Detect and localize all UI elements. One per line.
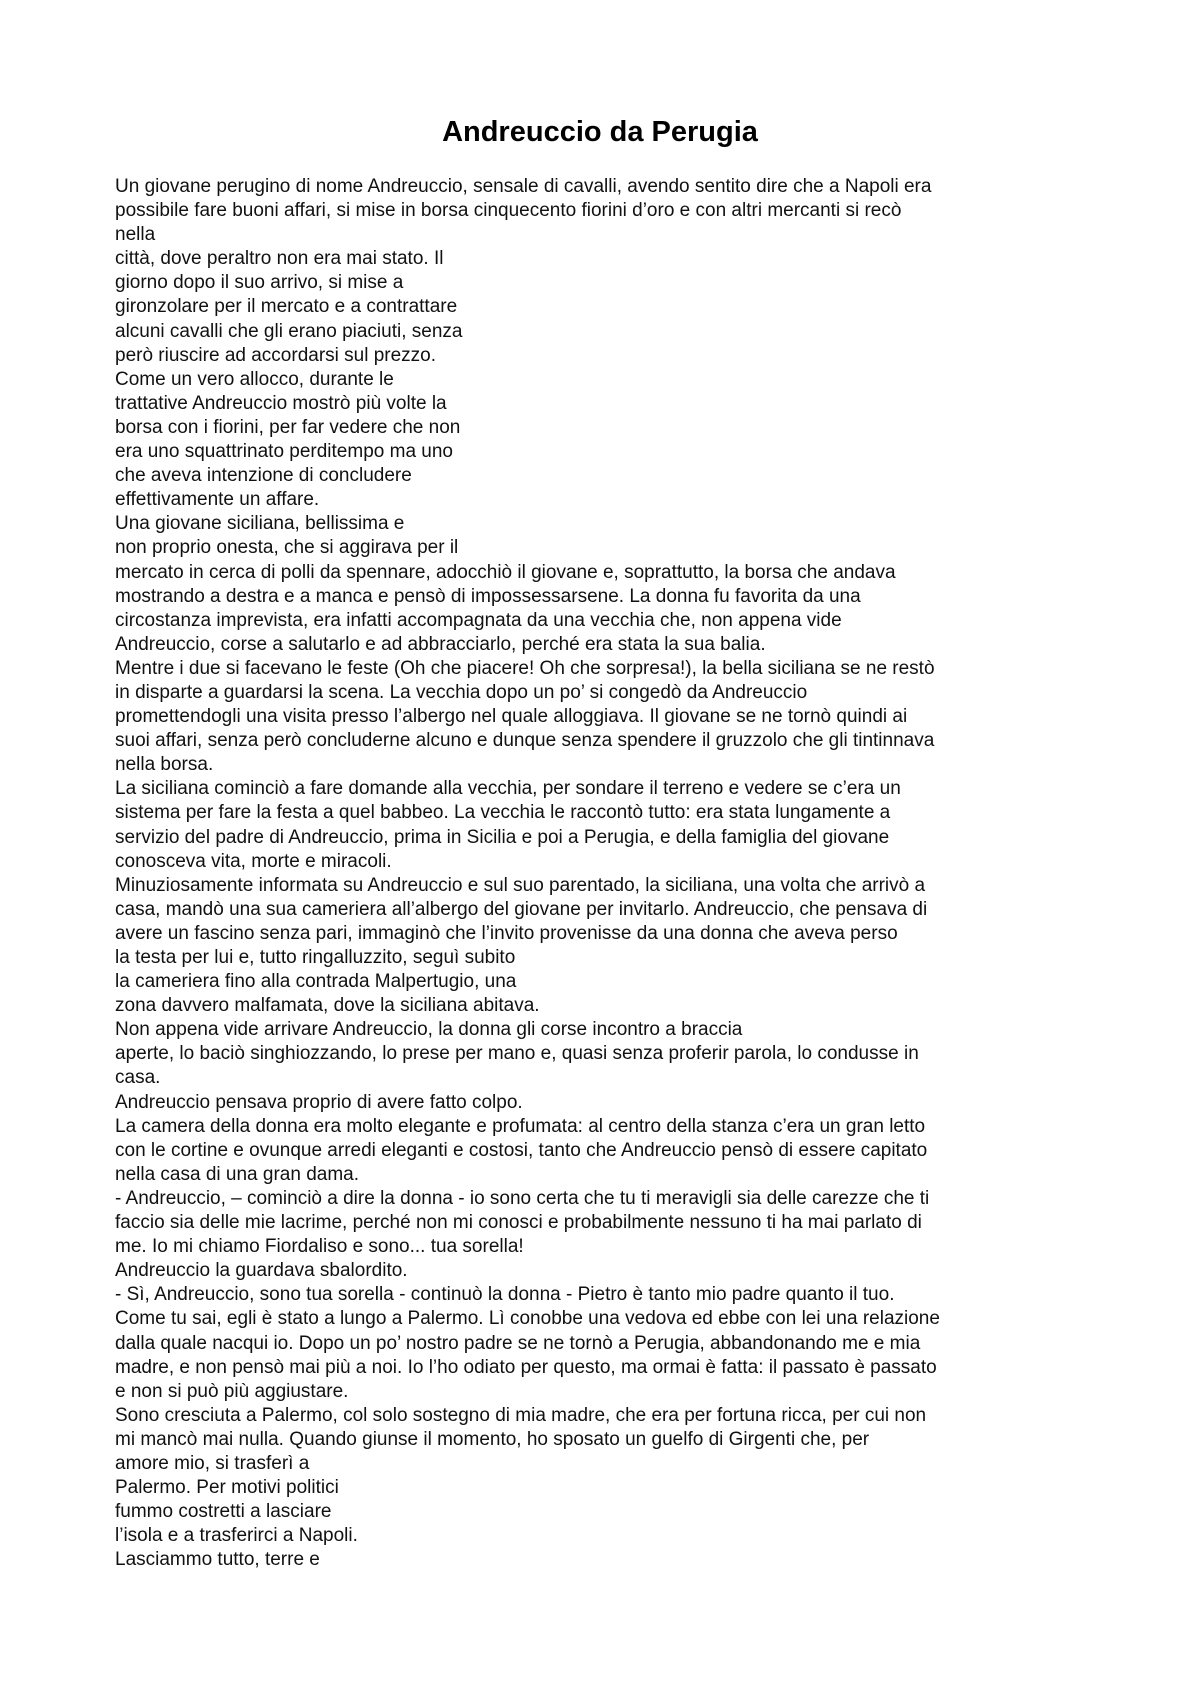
text-line: alcuni cavalli che gli erano piaciuti, senza (115, 320, 463, 342)
text-line: Come un vero allocco, durante le (115, 368, 394, 390)
text-line: però riuscire ad accordarsi sul prezzo. (115, 344, 437, 366)
text-line: l’isola e a trasferirci a Napoli. (115, 1525, 358, 1547)
text-line: nella casa di una gran dama. (115, 1163, 359, 1185)
text-line: effettivamente un affare. (115, 489, 320, 511)
text-line: Andreuccio la guardava sbalordito. (115, 1260, 408, 1282)
text-line: sistema per fare la festa a quel babbeo. La vecchia le raccontò tutto: era stata lungamente a (115, 802, 891, 824)
text-line: promettendogli una visita presso l’albergo nel quale alloggiava. Il giovane se ne tornò quindi ai (115, 706, 908, 728)
text-line: La camera della donna era molto elegante e profumata: al centro della stanza c’era un gran letto (115, 1115, 926, 1137)
text-line: Minuziosamente informata su Andreuccio e sul suo parentado, la siciliana, una volta che arrivò a (115, 874, 926, 896)
text-line: giorno dopo il suo arrivo, si mise a (115, 272, 404, 294)
text-line: avere un fascino senza pari, immaginò che l’invito provenisse da una donna che aveva perso (115, 922, 898, 944)
text-line: Andreuccio, corse a salutarlo e ad abbracciarlo, perché era stata la sua balia. (115, 633, 766, 655)
text-line: Mentre i due si facevano le feste (Oh che piacere! Oh che sorpresa!), la bella siciliana se ne restò (115, 657, 935, 679)
text-line: Come tu sai, egli è stato a lungo a Palermo. Lì conobbe una vedova ed ebbe con lei una relazione (115, 1308, 940, 1330)
text-line: mostrando a destra e a manca e pensò di impossessarsene. La donna fu favorita da una (115, 585, 861, 607)
text-line: mi mancò mai nulla. Quando giunse il momento, ho sposato un guelfo di Girgenti che, per (115, 1428, 870, 1450)
text-line: aperte, lo baciò singhiozzando, lo prese per mano e, quasi senza proferir parola, lo condusse in (115, 1043, 919, 1065)
text-line: era uno squattrinato perditempo ma uno (115, 441, 453, 463)
text-line: Un giovane perugino di nome Andreuccio, sensale di cavalli, avendo sentito dire che a Napoli era (115, 176, 932, 197)
text-line: - Sì, Andreuccio, sono tua sorella - continuò la donna - Pietro è tanto mio padre quanto il tuo. (115, 1284, 895, 1306)
text-line: città, dove peraltro non era mai stato. Il (115, 248, 444, 270)
text-line: trattative Andreuccio mostrò più volte la (115, 392, 447, 414)
text-line: me. Io mi chiamo Fiordaliso e sono... tua sorella! (115, 1236, 524, 1258)
text-line: con le cortine e ovunque arredi eleganti e costosi, tanto che Andreuccio pensò di essere capitato (115, 1139, 928, 1161)
text-line: in disparte a guardarsi la scena. La vecchia dopo un po’ si congedò da Andreuccio (115, 681, 808, 703)
text-line: conosceva vita, morte e miracoli. (115, 850, 392, 872)
text-line: circostanza imprevista, era infatti accompagnata da una vecchia che, non appena vide (115, 609, 842, 631)
text-line: amore mio, si trasferì a (115, 1452, 310, 1474)
text-line: Andreuccio pensava proprio di avere fatto colpo. (115, 1091, 523, 1113)
text-line: la cameriera fino alla contrada Malpertugio, una (115, 971, 517, 993)
text-line: nella borsa. (115, 754, 214, 776)
text-line: non proprio onesta, che si aggirava per il (115, 537, 459, 559)
text-line: che aveva intenzione di concludere (115, 465, 412, 487)
document-title: Andreuccio da Perugia (442, 116, 758, 148)
text-line: La siciliana cominciò a fare domande alla vecchia, per sondare il terreno e vedere se c’era un (115, 778, 901, 800)
text-line: e non si può più aggiustare. (115, 1380, 349, 1402)
text-line: Sono cresciuta a Palermo, col solo sostegno di mia madre, che era per fortuna ricca, per cui non (115, 1404, 927, 1426)
text-line: Lasciammo tutto, terre e (115, 1549, 320, 1571)
text-line: nella (115, 224, 156, 246)
document-body (115, 175, 1105, 1572)
text-line: Una giovane siciliana, bellissima e (115, 513, 405, 535)
text-line: Non appena vide arrivare Andreuccio, la donna gli corse incontro a braccia (115, 1019, 743, 1041)
text-line: la testa per lui e, tutto ringalluzzito, seguì subito (115, 947, 516, 968)
text-line: gironzolare per il mercato e a contrattare (115, 296, 458, 318)
text-line: faccio sia delle mie lacrime, perché non mi conosci e probabilmente nessuno ti ha mai parlato di (115, 1212, 922, 1234)
text-line: dalla quale nacqui io. Dopo un po’ nostro padre se ne tornò a Perugia, abbandonando me e mia (115, 1332, 921, 1354)
text-line: madre, e non pensò mai più a noi. Io l’ho odiato per questo, ma ormai è fatta: il passato è passato (115, 1356, 937, 1378)
text-line: Palermo. Per motivi politici (115, 1477, 339, 1499)
text-line: servizio del padre di Andreuccio, prima in Sicilia e poi a Perugia, e della famiglia del giovane (115, 826, 890, 848)
text-line: possibile fare buoni affari, si mise in borsa cinquecento fiorini d’oro e con altri mercanti si recò (115, 200, 902, 222)
text-line: - Andreuccio, – cominciò a dire la donna - io sono certa che tu ti meravigli sia delle carezze che ti (115, 1187, 930, 1209)
text-line: casa. (115, 1067, 161, 1089)
text-line: borsa con i fiorini, per far vedere che non (115, 416, 461, 438)
text-line: fummo costretti a lasciare (115, 1501, 332, 1523)
text-line: suoi affari, senza però concluderne alcuno e dunque senza spendere il gruzzolo che gli tintinnava (115, 730, 935, 752)
text-line: casa, mandò una sua cameriera all’albergo del giovane per invitarlo. Andreuccio, che pensava di (115, 898, 928, 920)
text-line: zona davvero malfamata, dove la siciliana abitava. (115, 995, 540, 1017)
text-line: mercato in cerca di polli da spennare, adocchiò il giovane e, soprattutto, la borsa che andava (115, 561, 896, 583)
